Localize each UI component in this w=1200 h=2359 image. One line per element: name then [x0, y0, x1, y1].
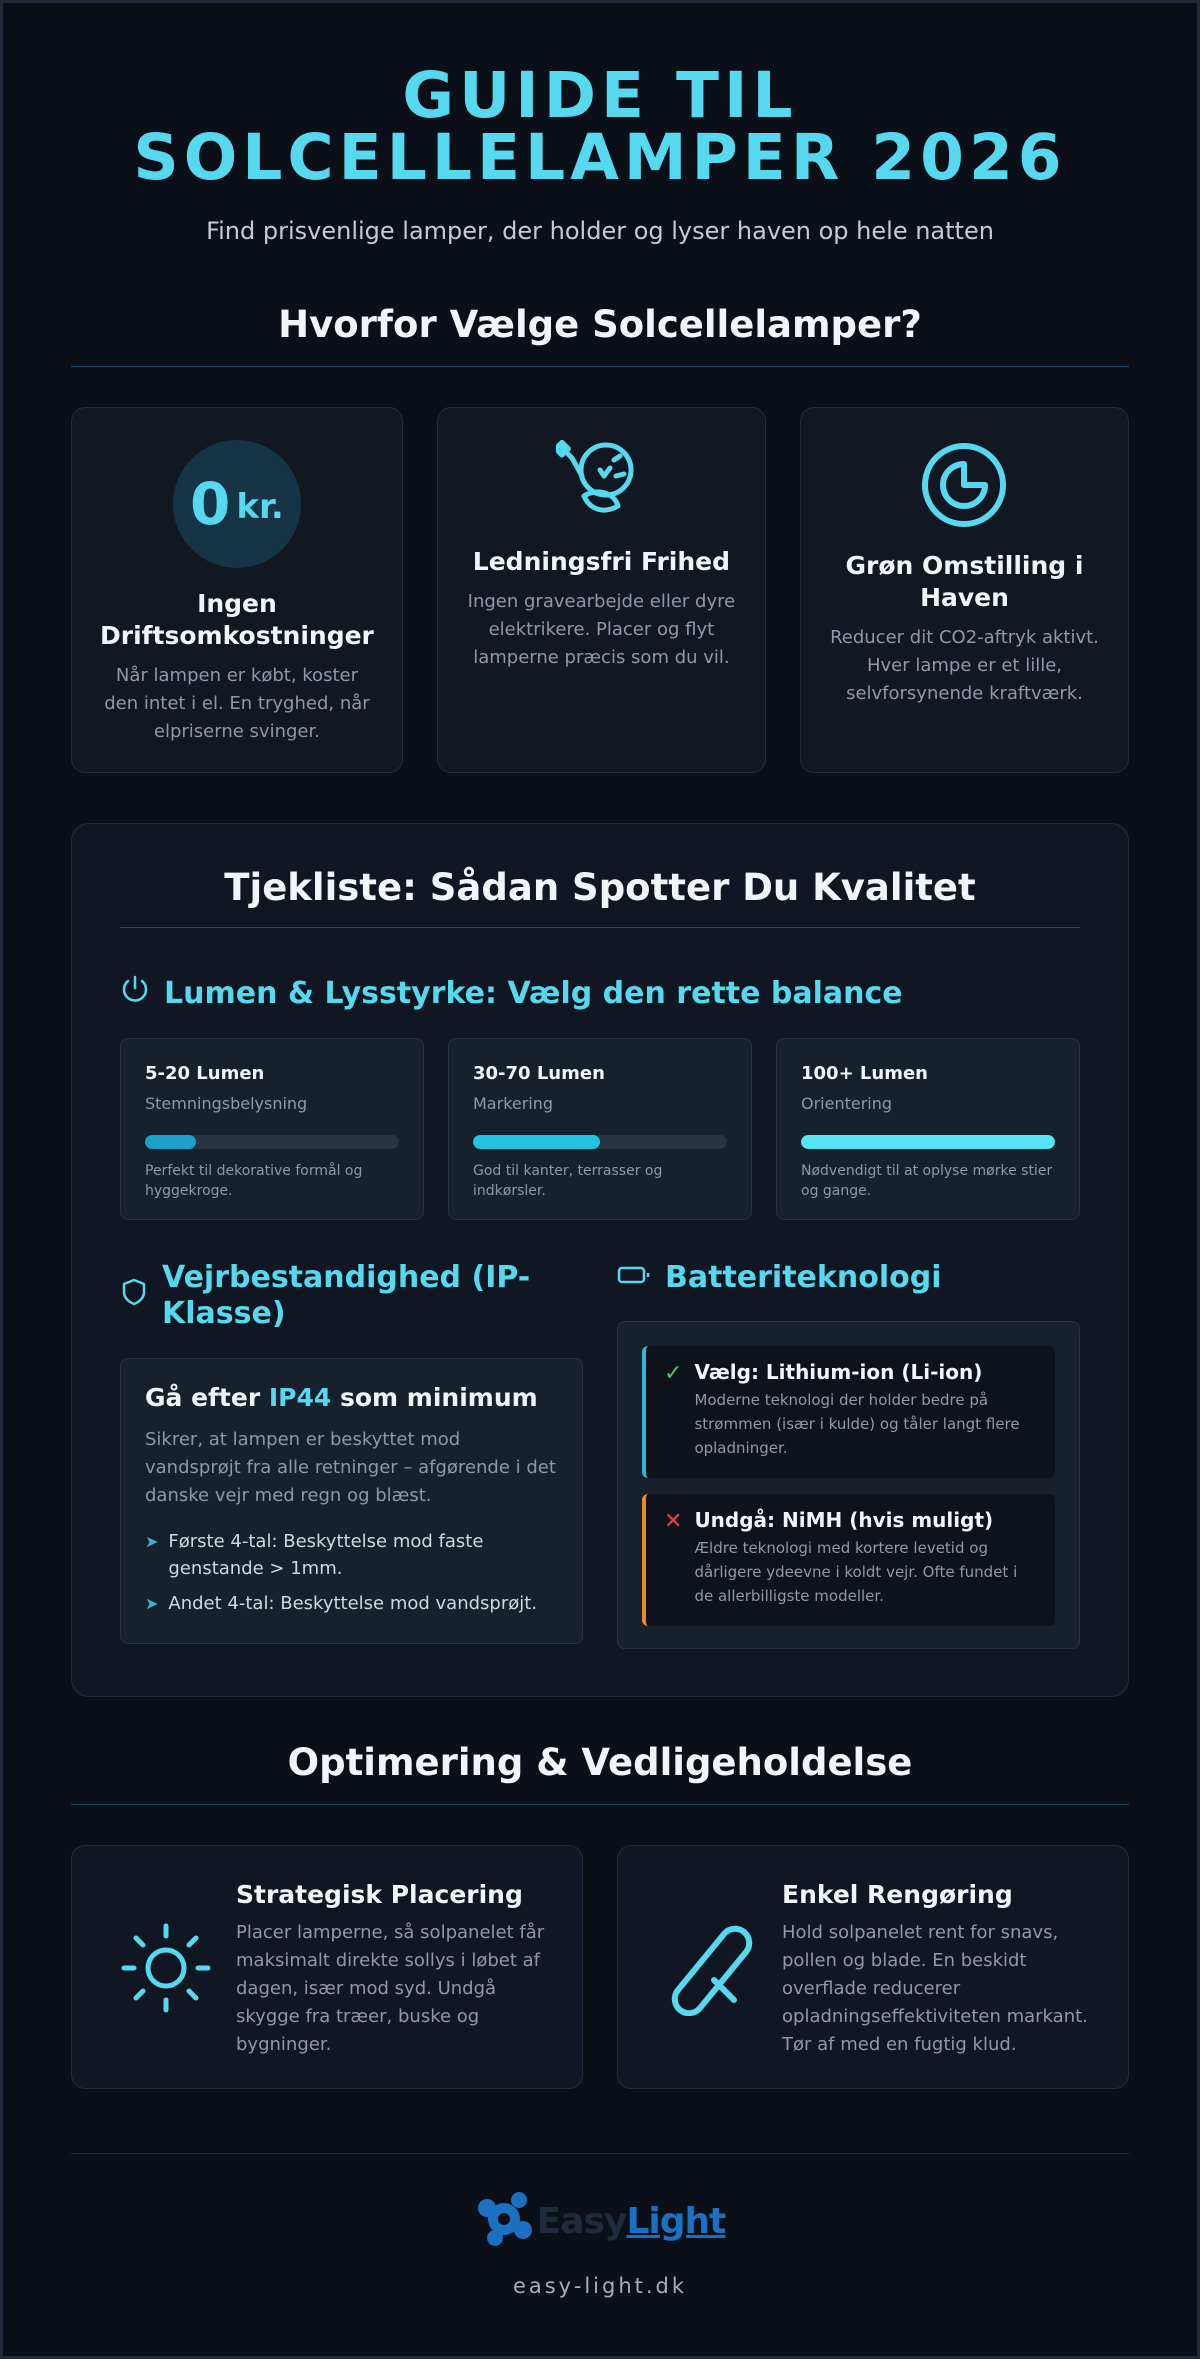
hero [3, 3, 1197, 245]
battery-bad-item [642, 1494, 1055, 1626]
battery-good-title: Vælg: Lithium-ion (Li-ion) [694, 1360, 983, 1384]
card-title: Strategisk Placering [236, 1880, 523, 1909]
ip-title-pre: Gå efter [145, 1383, 269, 1412]
card-title: Enkel Rengøring [782, 1880, 1013, 1909]
battery-good-item [642, 1346, 1055, 1478]
lumen-bar-track [473, 1135, 727, 1149]
weather-heading [120, 1260, 583, 1332]
check-icon: ✓ [664, 1361, 683, 1386]
checklist-title: Tjekliste: Sådan Spotter Du Kvalitet [224, 866, 976, 909]
divider [71, 1804, 1129, 1805]
card-title: Grøn Omstilling i Haven [845, 551, 1084, 612]
lumen-bar-track [145, 1135, 399, 1149]
ip-box-text: Sikrer, at lampen er beskyttet mod vandsprøjt fra alle retninger – afgørende i det danske vejr med regn og blæst. [145, 1429, 556, 1506]
pie-chart-icon [829, 440, 1100, 530]
battery-heading [617, 1260, 1080, 1295]
divider [71, 2153, 1129, 2154]
shield-icon [120, 1277, 148, 1315]
optimize-title: Optimering & Vedligeholdelse [287, 1741, 913, 1784]
lumen-bar-fill [145, 1135, 196, 1149]
lumen-card-mid [448, 1038, 752, 1220]
card-text: Placer lamperne, så solpanelet får maksimalt direkte sollys i løbet af dagen, især mod syd. Undgå skygge fra træer, buske og bygninger. [236, 1922, 545, 2055]
battery-bad-title: Undgå: NiMH (hvis muligt) [694, 1508, 994, 1532]
ip-box [120, 1358, 583, 1644]
checklist-panel [71, 823, 1129, 1697]
site-url[interactable]: easy-light.dk [512, 2274, 688, 2298]
card-title: Ingen Driftsomkostninger [100, 589, 374, 650]
lumen-heading [120, 974, 1080, 1012]
battery-column [617, 1260, 1080, 1649]
weather-heading-text: Vejrbestandighed (IP-Klasse) [162, 1260, 531, 1331]
weather-column [120, 1260, 583, 1649]
cross-icon: ✕ [664, 1509, 683, 1534]
page-title: GUIDE TIL SOLCELLELAMPER 2026 [133, 59, 1067, 194]
card-text: Ingen gravearbejde eller dyre elektrikere. Placer og flyt lamperne præcis som du vil. [467, 591, 736, 668]
logo-text [537, 2201, 726, 2242]
logo-mark-icon [475, 2190, 533, 2252]
ip-title-highlight: IP44 [268, 1383, 332, 1412]
divider [71, 366, 1129, 367]
lumen-use: Orientering [801, 1094, 893, 1113]
page-subtitle: Find prisvenlige lamper, der holder og lyser haven op hele natten [206, 217, 994, 245]
list-item [145, 1590, 558, 1617]
battery-icon [617, 1260, 651, 1295]
card-placement [71, 1845, 583, 2089]
divider [120, 927, 1080, 928]
ip-title-post: som minimum [331, 1383, 538, 1412]
lumen-heading-text: Lumen & Lysstyrke: Vælg den rette balance [164, 975, 903, 1011]
lumen-range: 100+ Lumen [801, 1063, 928, 1084]
footer [3, 2153, 1197, 2298]
badge-number: 0 [190, 470, 231, 538]
lumen-card-low [120, 1038, 424, 1220]
why-title: Hvorfor Vælge Solcellelamper? [278, 303, 922, 346]
card-green-transition [800, 407, 1129, 773]
sun-icon [118, 1920, 214, 2088]
bullet-text: Første 4-tal: Beskyttelse mod faste genstande > 1mm. [168, 1531, 484, 1579]
arrow-icon: ➤ [145, 1594, 159, 1613]
logo-text-light: Light [626, 2200, 726, 2242]
card-no-running-cost [71, 407, 403, 773]
battery-bad-text: Ældre teknologi med kortere levetid og dårligere ydeevne i koldt vejr. Ofte fundet i de allerbilligste modeller. [694, 1539, 1018, 1605]
battery-box [617, 1321, 1080, 1649]
plant-shovel-icon [466, 440, 737, 526]
card-text: Reducer dit CO2-aftryk aktivt. Hver lampe er et lille, selvforsynende kraftværk. [830, 627, 1099, 704]
lumen-use: Markering [473, 1094, 554, 1113]
brand-logo[interactable] [3, 2190, 1197, 2252]
zero-cost-badge [173, 440, 301, 568]
card-title: Ledningsfri Frihed [472, 547, 731, 576]
lumen-desc: Perfekt til dekorative formål og hyggekroge. [145, 1163, 363, 1199]
optimize-section [3, 1741, 1197, 2089]
lumen-desc: Nødvendigt til at oplyse mørke stier og gange. [801, 1163, 1053, 1199]
power-icon [120, 974, 150, 1012]
list-item [145, 1528, 558, 1582]
logo-text-easy: Easy [536, 2200, 627, 2242]
badge-unit: kr. [236, 487, 284, 527]
battery-heading-text: Batteriteknologi [665, 1260, 942, 1295]
lumen-bar-fill [473, 1135, 600, 1149]
card-text: Hold solpanelet rent for snavs, pollen og blade. En beskidt overflade reducerer opladningseffektiviteten markant. Tør af med en fugtig klud. [782, 1922, 1088, 2055]
lumen-use: Stemningsbelysning [145, 1094, 308, 1113]
lumen-bar-track [801, 1135, 1055, 1149]
ip-bullets [145, 1528, 558, 1617]
card-cleaning [617, 1845, 1129, 2089]
lumen-card-high [776, 1038, 1080, 1220]
battery-good-text: Moderne teknologi der holder bedre på strømmen (især i kulde) og tåler langt flere opladninger. [694, 1391, 1020, 1457]
lumen-range: 5-20 Lumen [145, 1063, 265, 1084]
lumen-bar-fill [801, 1135, 1055, 1149]
why-section [3, 303, 1197, 773]
lumen-desc: God til kanter, terrasser og indkørsler. [473, 1163, 663, 1199]
arrow-icon: ➤ [145, 1532, 159, 1551]
eraser-icon [664, 1920, 760, 2088]
bullet-text: Andet 4-tal: Beskyttelse mod vandsprøjt. [168, 1593, 538, 1614]
card-text: Når lampen er købt, koster den intet i el. En tryghed, når elpriserne svinger. [104, 665, 370, 742]
lumen-range: 30-70 Lumen [473, 1063, 605, 1084]
ip-box-title [145, 1383, 558, 1412]
card-wireless [437, 407, 766, 773]
